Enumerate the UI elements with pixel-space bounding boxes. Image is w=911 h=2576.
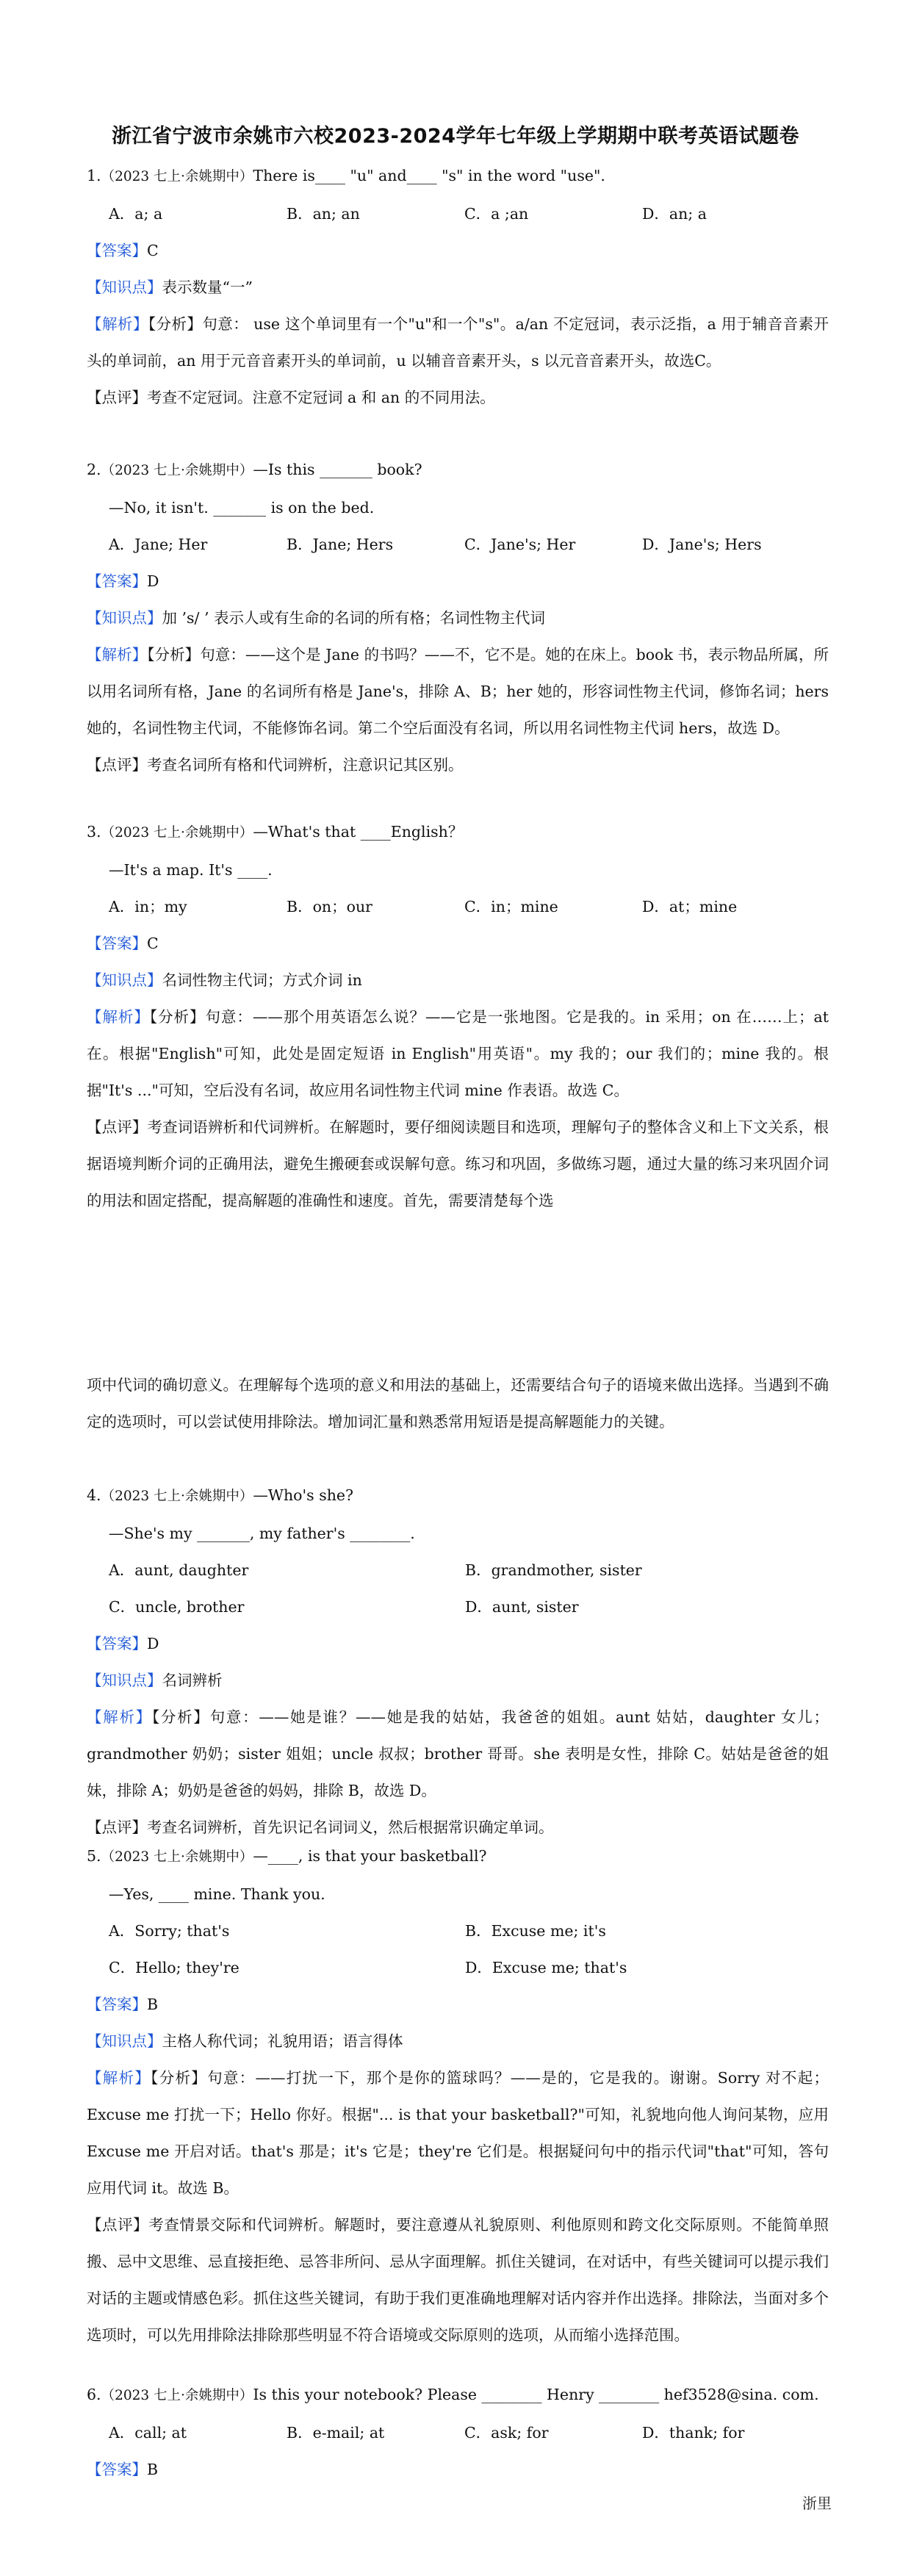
comment-text: 考查名词所有格和代词辨析，注意识记其区别。	[147, 756, 464, 774]
question-number: 4.	[87, 1486, 101, 1504]
question-6	[87, 2376, 829, 2488]
options-row-2	[87, 1589, 829, 1625]
analysis-tag: 【解析】	[87, 315, 148, 333]
analysis-text: 句意：——这个是 Jane 的书吗？——不，它不是。她的在床上。book 书，表示物品所属，所以用名词所有格，Jane 的名词所有格是 Jane's，排除 A、B；her 她的，形容词性物主代词，修饰名词；hers 她的，名词性物主代词，不能修饰名词。第二个空后面没有名词，所以用名词性物主代词 hers，故选 D。	[87, 646, 829, 737]
comment-text: 考查不定冠词。注意不定冠词 a 和 an 的不同用法。	[147, 389, 495, 406]
comment-tag: 【点评】	[87, 756, 147, 774]
answer-value: D	[147, 1635, 159, 1652]
option-b: B．an; an	[287, 205, 360, 223]
comment-text: 考查情景交际和代词辨析。解题时，要注意遵从礼貌原则、利他原则和跨文化交际原则。不能简单照搬、忌中文思维、忌直接拒绝、忌答非所问、忌从字面理解。抓住关键词，在对话中，有些关键词可以提示我们对话的主题或情感色彩。抓住这些关键词，有助于我们更准确地理解对话内容并作出选择。排除法，当面对多个选项时，可以先用排除法排除那些明显不符合语境或交际原则的选项，从而缩小选择范围。	[87, 2216, 829, 2344]
option-d: D．thank; for	[642, 2424, 745, 2442]
comment-text: 考查词语辨析和代词辨析。在解题时，要仔细阅读题目和选项，理解句子的整体含义和上下文关系，根据语境判断介词的正确用法，避免生搬硬套或误解句意。练习和巩固，多做练习题，通过大量的练习来巩固介词的用法和固定搭配，提高解题的准确性和速度。首先，需要清楚每个选	[87, 1118, 829, 1209]
option-b: B．on；our	[287, 898, 372, 915]
options	[87, 526, 829, 563]
comment-tag: 【点评】	[87, 1818, 147, 1836]
question-stem: —____, is that your basketball?	[253, 1847, 487, 1865]
fenxi-tag: 【分析】	[149, 1008, 206, 1026]
comment-text: 考查名词辨析，首先识记名词词义，然后根据常识确定单词。	[147, 1818, 554, 1836]
option-c: C．ask; for	[464, 2424, 549, 2442]
option-d: D．an; a	[642, 205, 707, 223]
option-c: C．Hello; they're	[109, 1959, 240, 1976]
fenxi-tag: 【分析】	[147, 646, 201, 663]
analysis-text: 句意： use 这个单词里有一个"u"和一个"s"。a/an 不定冠词，表示泛指，a 用于辅音音素开头的单词前，an 用于元音音素开头的单词前，u 以辅音音素开头，s 以元音音素开头，故选C。	[87, 315, 829, 370]
question-stem-2: —No, it isn't. _______ is on the bed.	[109, 499, 375, 517]
fenxi-tag: 【分析】	[151, 2069, 208, 2087]
answer-value: D	[147, 572, 159, 590]
analysis-tag: 【解析】	[87, 1708, 152, 1726]
question-source: （2023 七上·余姚期中）	[101, 2388, 253, 2403]
options-row-1	[87, 1913, 829, 1949]
option-d: D．Jane's; Hers	[642, 536, 762, 553]
option-c: C．a ;an	[464, 205, 529, 223]
question-stem: —What's that ____English？	[253, 823, 464, 841]
answer-tag: 【答案】	[87, 935, 147, 952]
options	[87, 888, 829, 925]
option-a: A．aunt, daughter	[109, 1561, 249, 1579]
knowledge-tag: 【知识点】	[87, 2032, 162, 2050]
question-number: 2.	[87, 461, 101, 478]
question-stem: —Is this _______ book?	[253, 461, 422, 478]
knowledge-text: 表示数量“一”	[162, 278, 253, 296]
analysis-text: 句意：——那个用英语怎么说？——它是一张地图。它是我的。in 采用；on 在……上；at 在。根据"English"可知，此处是固定短语 in English"用英语"。my 我的；our 我们的；mine 我的。根据"It's ..."可知，空后没有名词，故应用名词性物主代词 mine 作表语。故选 C。	[87, 1008, 829, 1099]
option-d: D．aunt, sister	[465, 1598, 579, 1616]
option-b: B．grandmother, sister	[465, 1561, 642, 1579]
question-stem: There is____ "u" and____ "s" in the word "use".	[253, 167, 605, 184]
question-number: 5.	[87, 1847, 101, 1865]
option-a: A．a; a	[109, 205, 163, 223]
question-number: 6.	[87, 2386, 101, 2403]
question-number: 3.	[87, 823, 101, 841]
knowledge-text: 名词辨析	[162, 1672, 223, 1689]
comment-text-continued: 项中代词的确切意义。在理解每个选项的意义和用法的基础上，还需要结合句子的语境来做出选择。当遇到不确定的选项时，可以尝试使用排除法。增加词汇量和熟悉常用短语是提高解题能力的关键。	[87, 1376, 829, 1431]
question-source: （2023 七上·余姚期中）	[101, 825, 253, 841]
analysis-tag: 【解析】	[87, 646, 148, 663]
option-d: D．Excuse me; that's	[465, 1959, 627, 1976]
comment-tag: 【点评】	[87, 1118, 148, 1136]
option-c: C．Jane's; Her	[464, 536, 576, 553]
options-row-2	[87, 1949, 829, 1986]
analysis-text: 句意：——打扰一下，那个是你的篮球吗？——是的，它是我的。谢谢。Sorry 对不起；Excuse me 打扰一下；Hello 你好。根据"... is that your basketball?"可知，礼貌地向他人询问某物，应用 Excuse me 开启对话。that's 那是；it's 它是；they're 它们是。根据疑问句中的指示代词"that"可知，答句应用代词 it。故选 B。	[87, 2069, 829, 2197]
option-c: C．uncle, brother	[109, 1598, 245, 1616]
question-5	[87, 1838, 829, 2353]
question-stem-2: —Yes, ____ mine. Thank you.	[109, 1885, 325, 1903]
question-stem-2: —She's my _______, my father's ________.	[109, 1525, 415, 1542]
question-3	[87, 813, 829, 1219]
question-source: （2023 七上·余姚期中）	[101, 1849, 253, 1865]
answer-tag: 【答案】	[87, 2461, 147, 2478]
options	[87, 195, 829, 232]
question-stem: Is this your notebook? Please ________ Henry ________ hef3528@sina. com.	[253, 2386, 819, 2403]
question-source: （2023 七上·余姚期中）	[101, 1489, 253, 1504]
answer-tag: 【答案】	[87, 572, 147, 590]
option-a: A．in；my	[109, 898, 187, 915]
question-number: 1.	[87, 167, 101, 184]
option-b: B．e-mail; at	[287, 2424, 385, 2442]
answer-value: B	[147, 1996, 159, 2013]
knowledge-tag: 【知识点】	[87, 1672, 162, 1689]
option-c: C．in；mine	[464, 898, 558, 915]
knowledge-text: 名词性物主代词；方式介词 in	[162, 971, 362, 989]
comment-tag: 【点评】	[87, 2216, 149, 2234]
question-1	[87, 157, 829, 416]
question-source: （2023 七上·余姚期中）	[101, 169, 253, 184]
knowledge-tag: 【知识点】	[87, 971, 162, 989]
fenxi-tag: 【分析】	[148, 315, 203, 333]
knowledge-tag: 【知识点】	[87, 278, 162, 296]
question-3-continued	[87, 1367, 829, 1440]
answer-value: C	[147, 935, 159, 952]
question-source: （2023 七上·余姚期中）	[101, 463, 253, 478]
analysis-tag: 【解析】	[87, 2069, 151, 2087]
comment-tag: 【点评】	[87, 389, 147, 406]
analysis-text: 句意：——她是谁？——她是我的姑姑，我爸爸的姐姐。aunt 姑姑，daughter 女儿；grandmother 奶奶；sister 姐姐；uncle 叔叔；brother 哥哥。she 表明是女性，排除 C。姑姑是爸爸的姐妹，排除 A；奶奶是爸爸的妈妈，排除 B，故选 D。	[87, 1708, 829, 1799]
answer-tag: 【答案】	[87, 1996, 147, 2013]
answer-value: B	[147, 2461, 159, 2478]
option-a: A．call; at	[109, 2424, 187, 2442]
option-b: B．Excuse me; it's	[465, 1922, 606, 1940]
option-a: A．Sorry; that's	[109, 1922, 230, 1940]
answer-tag: 【答案】	[87, 242, 147, 259]
answer-value: C	[147, 242, 159, 259]
options	[87, 2414, 829, 2451]
footer-mark: 浙里	[802, 2494, 832, 2512]
options-row-1	[87, 1552, 829, 1589]
knowledge-tag: 【知识点】	[87, 609, 162, 627]
page-title: 浙江省宁波市余姚市六校2023-2024学年七年级上学期期中联考英语试题卷	[112, 125, 799, 148]
fenxi-tag: 【分析】	[151, 1708, 210, 1726]
option-b: B．Jane; Hers	[287, 536, 394, 553]
question-stem: —Who's she?	[253, 1486, 354, 1504]
question-stem-2: —It's a map. It's ____.	[109, 861, 273, 879]
knowledge-text: 加 ’s/ ’ 表示人或有生命的名词的所有格；名词性物主代词	[162, 609, 546, 627]
analysis-tag: 【解析】	[87, 1008, 150, 1026]
answer-tag: 【答案】	[87, 1635, 147, 1652]
option-a: A．Jane; Her	[109, 536, 208, 553]
knowledge-text: 主格人称代词；礼貌用语；语言得体	[162, 2032, 403, 2050]
question-2	[87, 451, 829, 783]
option-d: D．at；mine	[642, 898, 738, 915]
question-4	[87, 1477, 829, 1846]
